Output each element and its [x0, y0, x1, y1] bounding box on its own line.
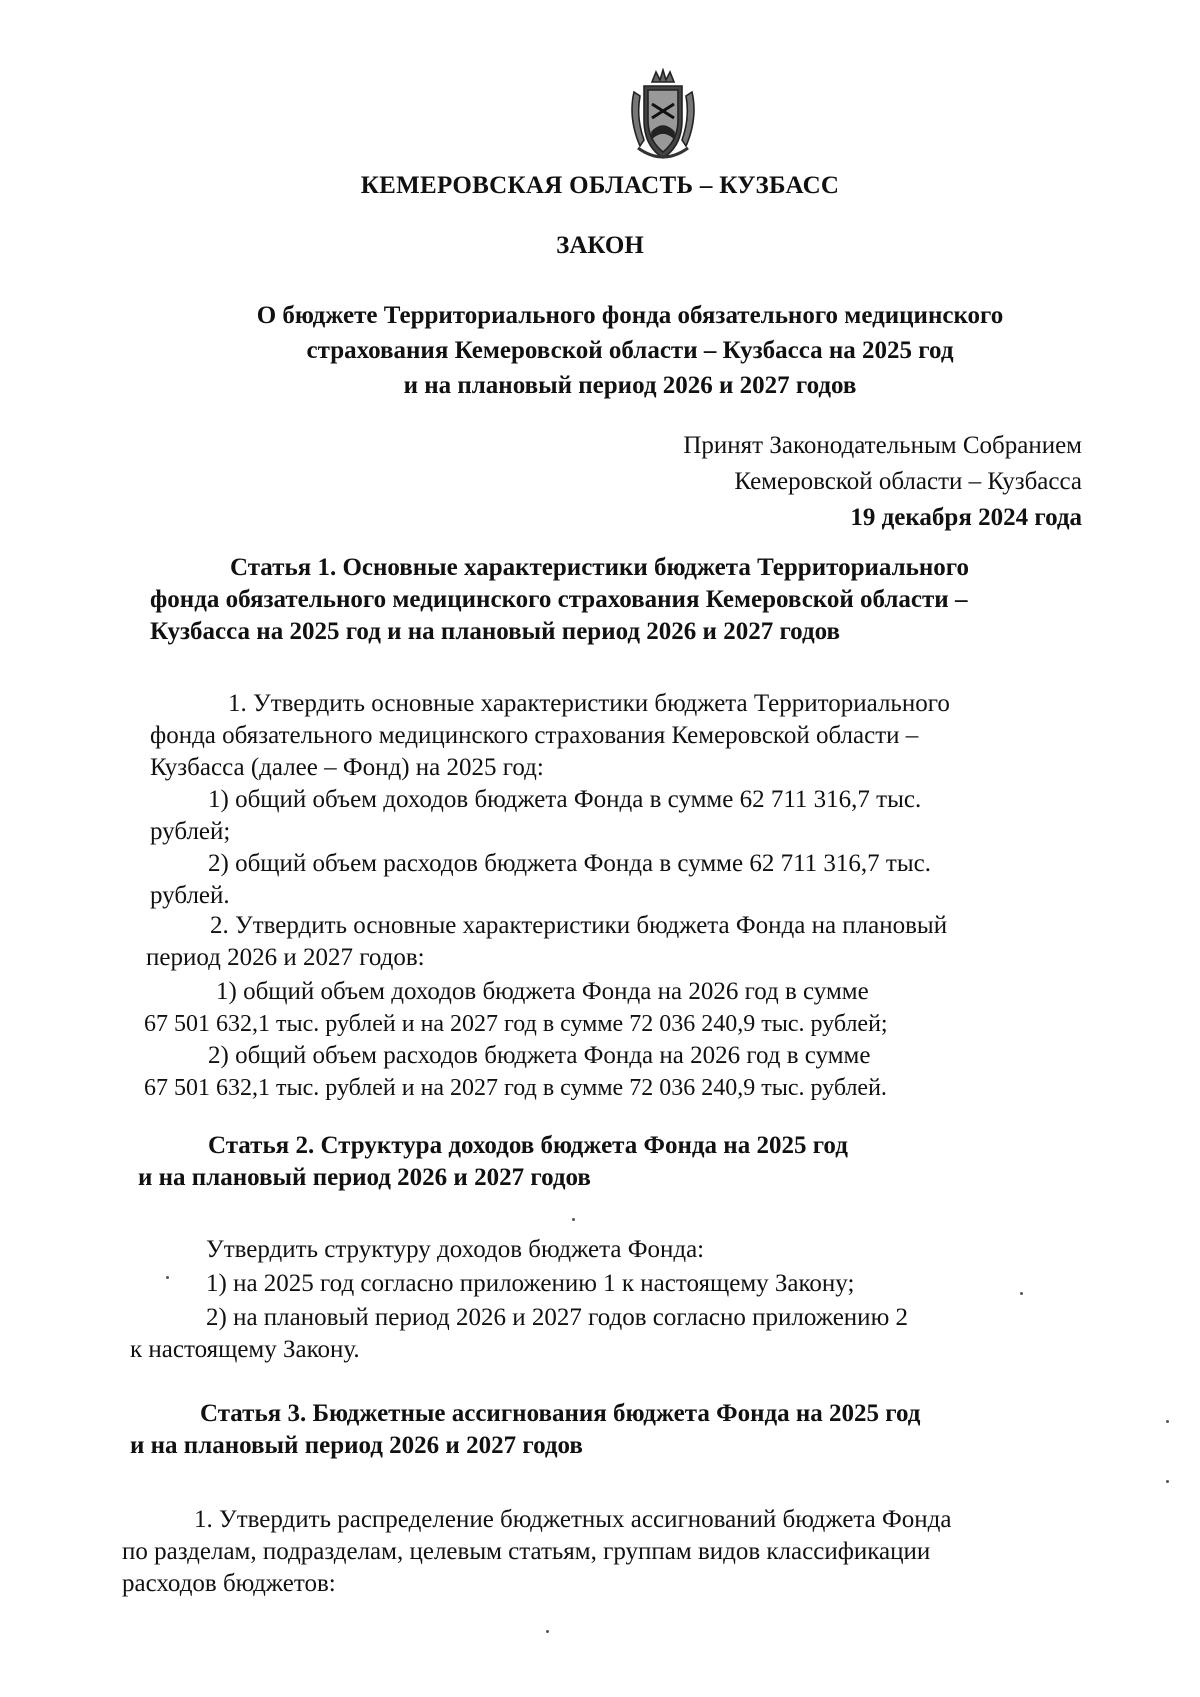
scan-speck	[1166, 1480, 1169, 1483]
article-2-intro: Утвердить структуру доходов бюджета Фонда:	[206, 1236, 705, 1263]
scan-speck	[572, 1218, 575, 1221]
law-title-line: и на плановый период 2026 и 2027 годов	[403, 372, 857, 399]
scan-speck	[1020, 1292, 1023, 1295]
coat-of-arms-icon	[622, 68, 704, 164]
heading-line: Статья 2. Структура доходов бюджета Фонда на 2025 год	[208, 1132, 848, 1159]
paragraph-line: 2) общий объем расходов бюджета Фонда на 2026 год в сумме	[208, 1042, 871, 1069]
heading-line: Статья 1. Основные характеристики бюджета Территориального	[230, 554, 969, 581]
paragraph-line: Кузбасса (далее – Фонд) на 2025 год:	[150, 754, 544, 781]
paragraph-line: по разделам, подразделам, целевым статьям, группам видов классификации	[122, 1538, 931, 1565]
law-title-line: О бюджете Территориального фонда обязательного медицинского	[256, 302, 1004, 329]
article-2-year-item-1	[144, 976, 1074, 1040]
scan-speck	[166, 1276, 169, 1279]
adoption-date: 19 декабря 2024 года	[850, 504, 1082, 531]
paragraph-line: 2) общий объем расходов бюджета Фонда в сумме 62 711 316,7 тыс.	[208, 850, 931, 877]
law-title	[200, 298, 1060, 403]
paragraph-line: фонда обязательного медицинского страхования Кемеровской области –	[150, 722, 919, 749]
paragraph-line: 1) общий объем доходов бюджета Фонда в сумме 62 711 316,7 тыс.	[208, 786, 922, 813]
article-2-year-item-2	[144, 1040, 1074, 1104]
article-1-paragraph-1	[150, 688, 1080, 784]
article-2-heading	[138, 1130, 1068, 1194]
paragraph-line: 67 501 632,1 тыс. рублей и на 2027 год в сумме 72 036 240,9 тыс. рублей;	[144, 1011, 888, 1037]
paragraph-line: расходов бюджетов:	[122, 1570, 336, 1597]
article-2-item-2	[130, 1302, 1060, 1366]
document-type: ЗАКОН	[556, 232, 644, 259]
adoption-line: Кемеровской области – Кузбасса	[734, 468, 1082, 495]
paragraph-line: 1) общий объем доходов бюджета Фонда на 2026 год в сумме	[216, 978, 869, 1005]
article-1-item-1	[150, 784, 1080, 848]
paragraph-line: 67 501 632,1 тыс. рублей и на 2027 год в сумме 72 036 240,9 тыс. рублей.	[144, 1075, 887, 1101]
paragraph-line: 2. Утвердить основные характеристики бюджета Фонда на плановый	[210, 912, 948, 939]
heading-line: Статья 3. Бюджетные ассигнования бюджета Фонда на 2025 год	[200, 1400, 921, 1427]
law-title-line: страхования Кемеровской области – Кузбасса на 2025 год	[306, 337, 954, 364]
paragraph-line: рублей;	[150, 818, 231, 845]
adoption-line: Принят Законодательным Собранием	[683, 432, 1082, 459]
scan-speck	[1166, 1420, 1169, 1423]
article-1-item-2	[150, 848, 1080, 912]
paragraph-line: 1. Утвердить распределение бюджетных ассигнований бюджета Фонда	[194, 1506, 952, 1533]
article-2-item-1: 1) на 2025 год согласно приложению 1 к настоящему Закону;	[206, 1270, 855, 1297]
article-3-heading	[130, 1398, 1060, 1462]
paragraph-line: 2) на плановый период 2026 и 2027 годов согласно приложению 2	[206, 1304, 908, 1331]
paragraph-line: рублей.	[150, 882, 230, 909]
scan-speck	[546, 1630, 549, 1633]
heading-line: фонда обязательного медицинского страхования Кемеровской области –	[150, 586, 968, 613]
heading-line: и на плановый период 2026 и 2027 годов	[138, 1164, 591, 1191]
article-1-paragraph-2	[146, 910, 1076, 974]
paragraph-line: 1. Утвердить основные характеристики бюджета Территориального	[228, 690, 950, 717]
heading-line: и на плановый период 2026 и 2027 годов	[130, 1432, 583, 1459]
paragraph-line: период 2026 и 2027 годов:	[146, 944, 425, 971]
heading-line: Кузбасса на 2025 год и на плановый период 2026 и 2027 годов	[150, 618, 840, 645]
adoption-block	[683, 428, 1082, 536]
paragraph-line: к настоящему Закону.	[130, 1336, 360, 1363]
article-1-heading	[150, 552, 1080, 648]
article-3-paragraph-1	[122, 1504, 1062, 1600]
region-name: КЕМЕРОВСКАЯ ОБЛАСТЬ – КУЗБАСС	[360, 172, 840, 199]
